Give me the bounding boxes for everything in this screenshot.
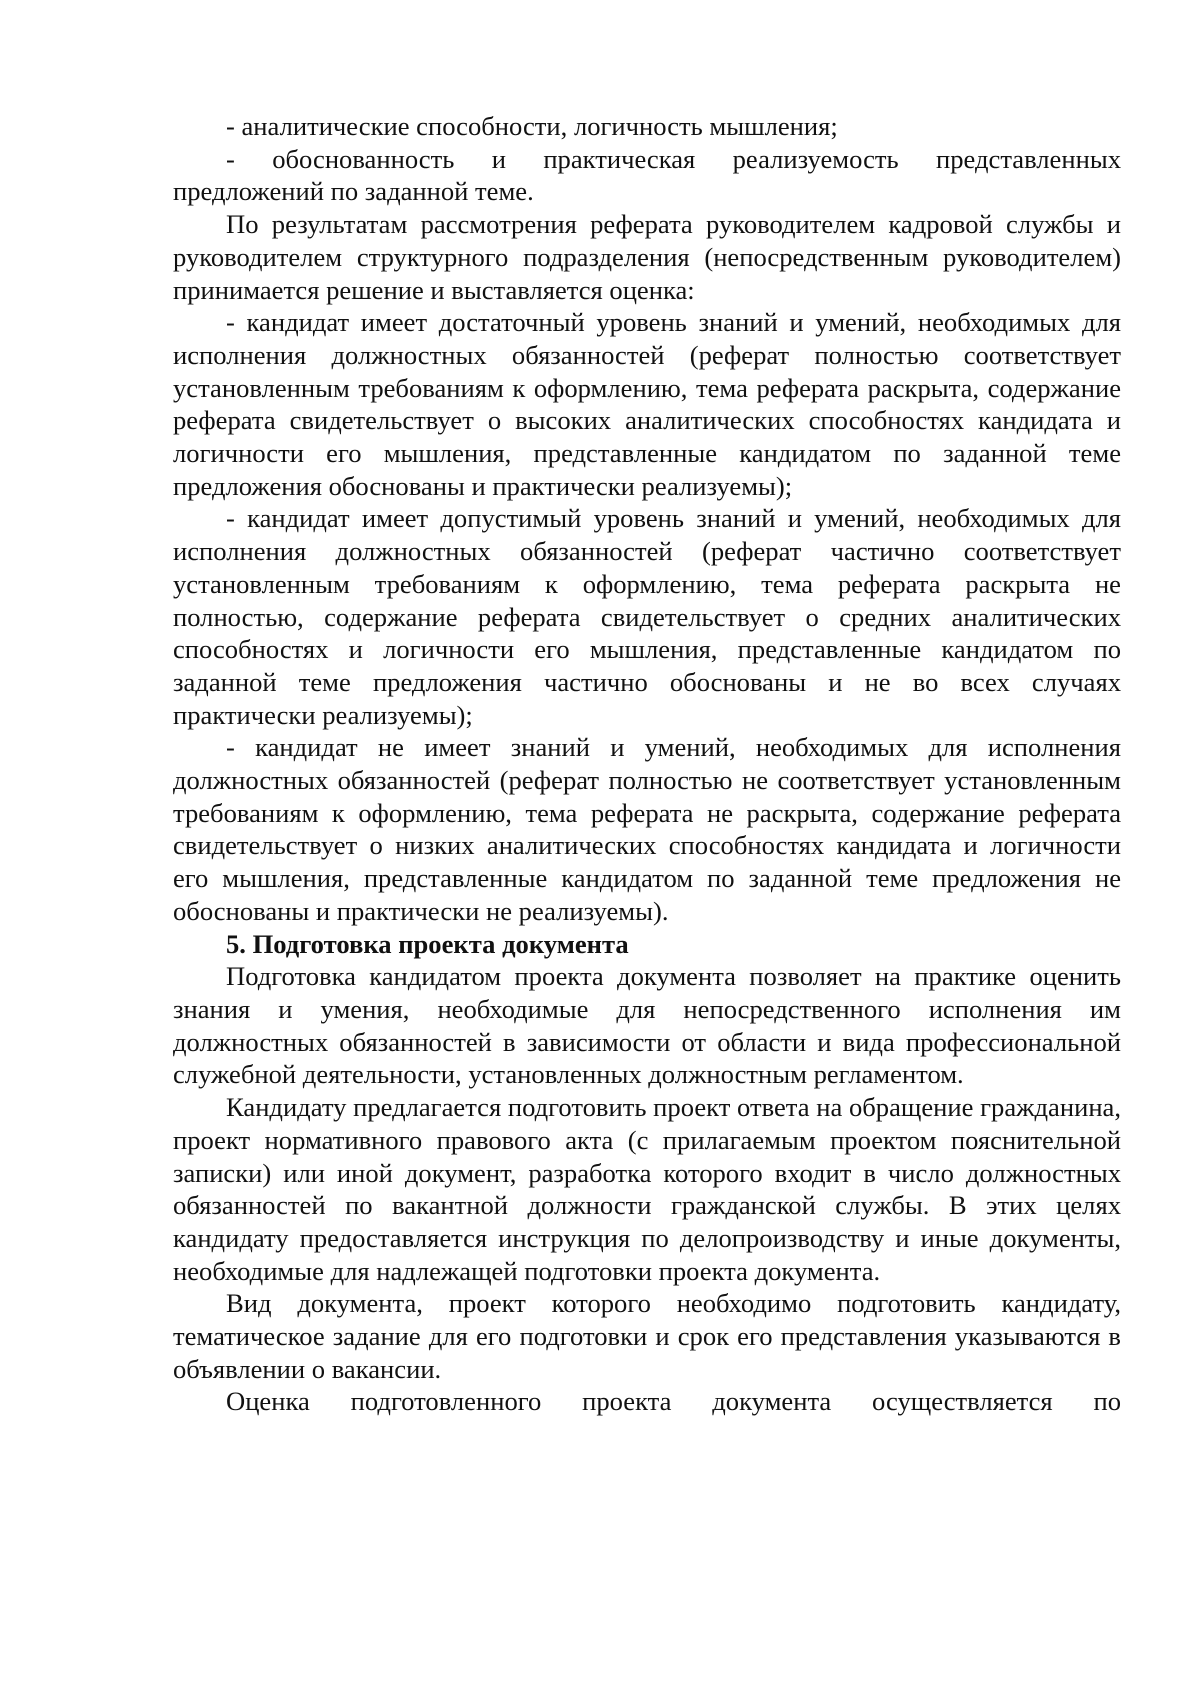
paragraph: По результатам рассмотрения реферата руководителем кадровой службы и руководителем структурного подразделения (непосредственным руководителем) принимается решение и выставляется оценка: <box>173 209 1121 305</box>
paragraph: Кандидату предлагается подготовить проект ответа на обращение гражданина, проект нормативного правового акта (с прилагаемым проектом пояснительной записки) или иной документ, разработка которого входит в число должностных обязанностей по вакантной должности гражданской службы. В этих целях кандидату предоставляется инструкция по делопроизводству и иные документы, необходимые для надлежащей подготовки проекта документа. <box>173 1092 1121 1286</box>
document-body <box>173 110 1121 1418</box>
paragraph: - кандидат имеет достаточный уровень знаний и умений, необходимых для исполнения должностных обязанностей (реферат полностью соответствует установленным требованиям к оформлению, тема реферата раскрыта, содержание реферата свидетельствует о высоких аналитических способностях кандидата и логичности его мышления, представленные кандидатом по заданной теме предложения обоснованы и практически реализуемы); <box>173 307 1121 501</box>
paragraph: - обоснованность и практическая реализуемость представленных предложений по заданной теме. <box>173 143 1121 207</box>
paragraph: Подготовка кандидатом проекта документа позволяет на практике оценить знания и умения, необходимые для непосредственного исполнения им должностных обязанностей в зависимости от области и вида профессиональной служебной деятельности, установленных должностным регламентом. <box>173 961 1121 1090</box>
paragraph: Вид документа, проект которого необходимо подготовить кандидату, тематическое задание для его подготовки и срок его представления указываются в объявлении о вакансии. <box>173 1288 1121 1384</box>
section-heading: 5. Подготовка проекта документа <box>226 928 629 959</box>
paragraph: - аналитические способности, логичность мышления; <box>226 111 838 141</box>
paragraph: - кандидат не имеет знаний и умений, необходимых для исполнения должностных обязанностей (реферат полностью не соответствует установленным требованиям к оформлению, тема реферата не раскрыта, содержание реферата свидетельствует о низких аналитических способностях кандидата и логичности его мышления, представленные кандидатом по заданной теме предложения не обоснованы и практически не реализуемы). <box>173 732 1121 926</box>
paragraph: - кандидат имеет допустимый уровень знаний и умений, необходимых для исполнения должностных обязанностей (реферат частично соответствует установленным требованиям к оформлению, тема реферата раскрыта не полностью, содержание реферата свидетельствует о средних аналитических способностях и логичности его мышления, представленные кандидатом по заданной теме предложения частично обоснованы и не во всех случаях практически реализуемы); <box>173 503 1121 730</box>
paragraph: Оценка подготовленного проекта документа осуществляется по <box>226 1386 1121 1417</box>
